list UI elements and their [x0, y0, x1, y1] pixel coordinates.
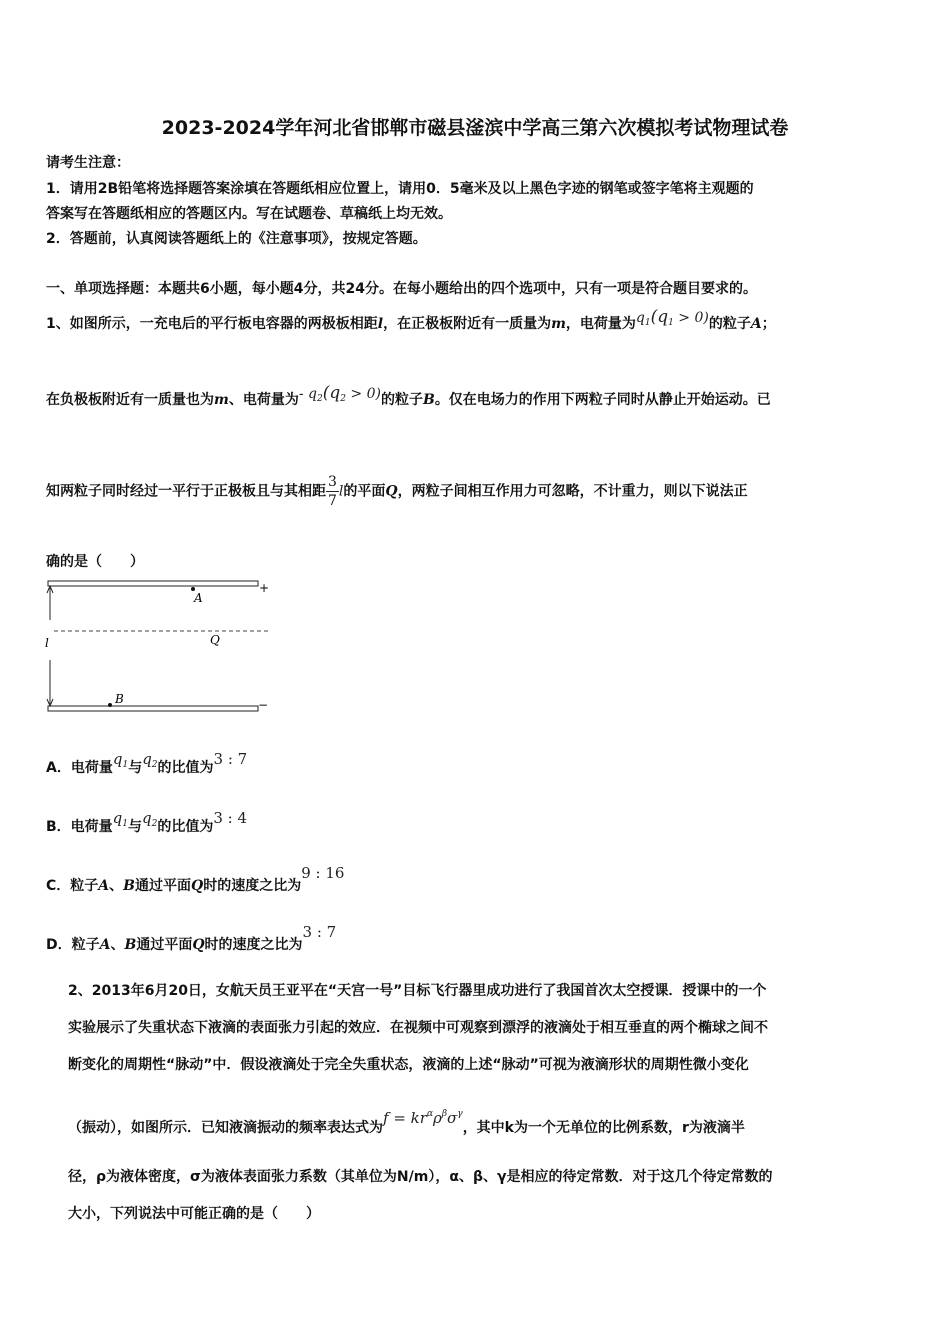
q1-line-2: 在负极板附近有一质量也为m、电荷量为- $q_2(q_2 > 0)$的粒子B。仅在电场力的作用下两粒子同时从静止开始运动。已 — [46, 383, 771, 408]
q1-option-c[interactable]: C．粒子A、B通过平面Q时的速度之比为9 : 16 — [46, 864, 345, 894]
notice-item-2: 2．答题前，认真阅读答题纸上的《注意事项》，按规定答题。 — [46, 231, 427, 247]
q2-line-6: 大小，下列说法中可能正确的是（ ） — [68, 1206, 320, 1222]
plane-q-label: Q — [210, 633, 220, 647]
q2-charge-formula: - $q_2(q_2 > 0)$ — [298, 383, 381, 404]
q1-line-3: 知两粒子同时经过一平行于正极板且与其相距 $\frac{3}{7}$ l的平面Q，两粒子间相互作用力可忽略，不计重力，则以下说法正 — [46, 474, 748, 509]
capacitor-figure — [40, 578, 280, 723]
q2-line-3: 断变化的周期性“脉动”中．假设液滴处于完全失重状态，液滴的上述“脉动”可视为液滴形状的周期性微小变化 — [68, 1057, 749, 1073]
page-title: 2023-2024学年河北省邯郸市磁县滏滨中学高三第六次模拟考试物理试卷 — [161, 117, 789, 139]
frequency-formula: $f = kr^\alpha\rho^\beta\sigma^\gamma$ — [383, 1109, 463, 1127]
section-1-header: 一、单项选择题：本题共6小题，每小题4分，共24分。在每小题给出的四个选项中，只有一项是符合题目要求的。 — [46, 281, 757, 297]
minus-sign: − — [258, 698, 269, 712]
q2-line-4: （振动），如图所示．已知液滴振动的频率表达式为$f = kr^\alpha\rho^\beta\sigma^\gamma$，其中k为一个无单位的比例系数，r为液滴半 — [68, 1109, 745, 1136]
q1-option-b[interactable]: B．电荷量$q_1$与$q_2$的比值为3 : 4 — [46, 809, 248, 835]
q2-line-2: 实验展示了失重状态下液滴的表面张力引起的效应．在视频中可观察到漂浮的液滴处于相互垂直的两个椭球之间不 — [68, 1020, 768, 1036]
q1-line-4: 确的是（ ） — [46, 554, 144, 570]
distance-label-l: l — [45, 636, 49, 650]
negative-plate — [48, 706, 258, 711]
q1-line-1: 1、如图所示，一充电后的平行板电容器的两极板相距l，在正极板附近有一质量为m，电荷量为$q_1(q_1 > 0)$的粒子A； — [46, 307, 776, 332]
positive-plate — [48, 581, 258, 586]
q1-charge-formula: $q_1(q_1 > 0)$ — [635, 307, 709, 328]
notice-item-1-line-1: 1．请用2B铅笔将选择题答案涂填在答题纸相应位置上，请用0．5毫米及以上黑色字迹的钢笔或签字笔将主观题的 — [46, 181, 754, 197]
particle-a-label: A — [194, 591, 203, 605]
notice-item-1-line-2: 答案写在答题纸相应的答题区内。写在试题卷、草稿纸上均无效。 — [46, 206, 452, 222]
particle-b — [108, 703, 112, 707]
particle-b-label: B — [115, 692, 124, 706]
plus-sign: + — [259, 581, 270, 595]
fraction-3-7: $\frac{3}{7}$ — [328, 474, 337, 509]
q1-option-a[interactable]: A．电荷量$q_1$与$q_2$的比值为3 : 7 — [46, 750, 248, 776]
q2-line-5: 径，ρ为液体密度，σ为液体表面张力系数（其单位为N/m），α、β、γ是相应的待定常数．对于这几个待定常数的 — [68, 1169, 773, 1185]
q1-option-d[interactable]: D．粒子A、B通过平面Q时的速度之比为3 : 7 — [46, 923, 337, 953]
q2-line-1: 2、2013年6月20日，女航天员王亚平在“天宫一号”目标飞行器里成功进行了我国首次太空授课．授课中的一个 — [68, 983, 767, 999]
notice-heading: 请考生注意： — [46, 155, 130, 171]
